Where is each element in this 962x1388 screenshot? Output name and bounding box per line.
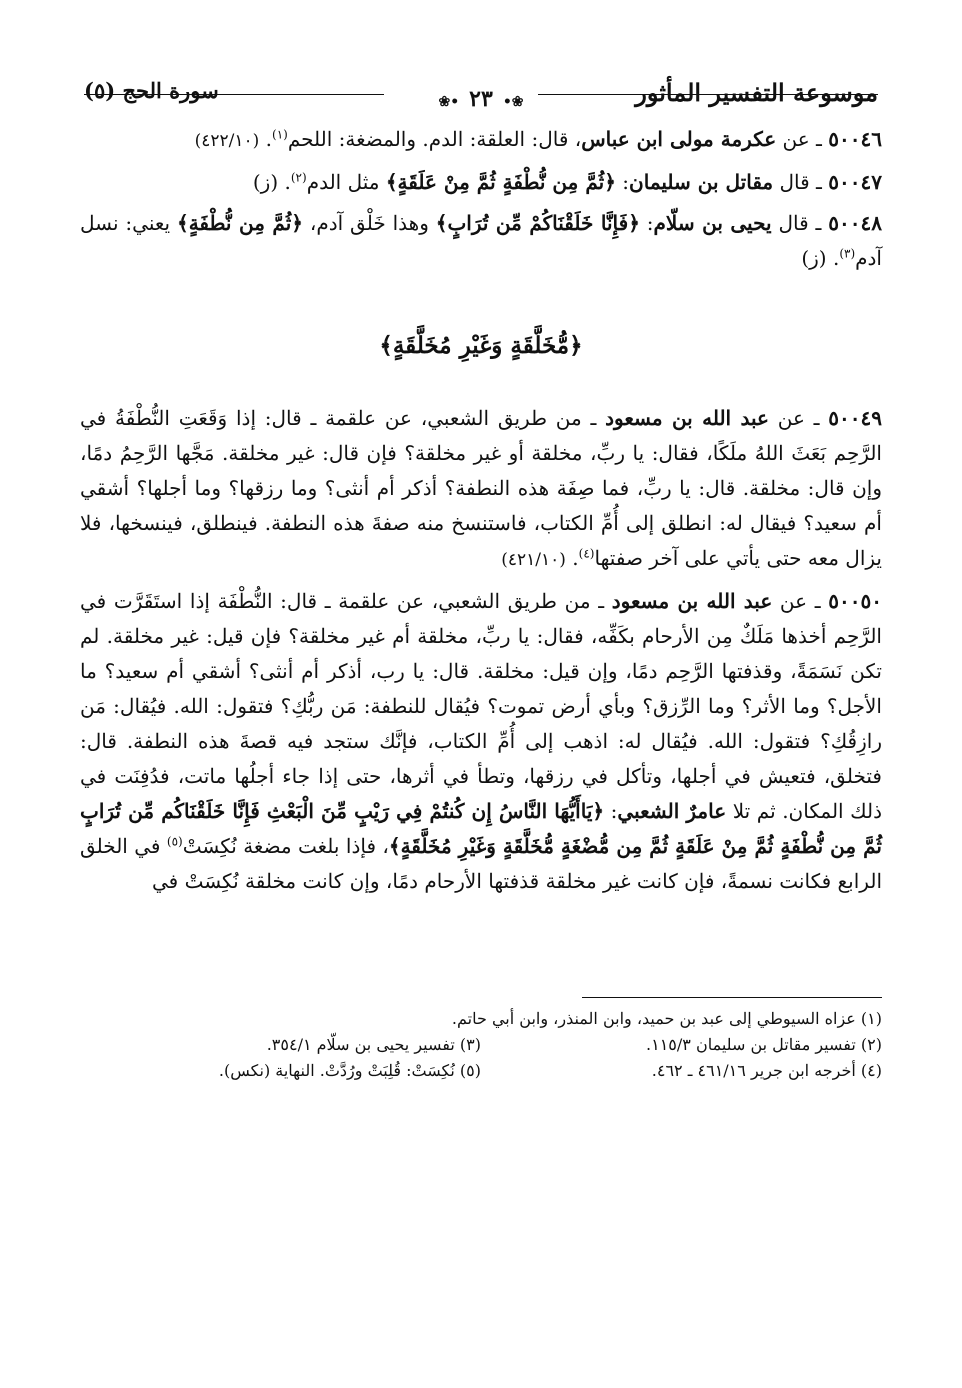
entry-text: . (ز): [801, 246, 840, 270]
entry-number: ٥٠٠٤٩: [828, 406, 882, 430]
footnote-ref: (١): [272, 127, 288, 142]
footnote-ref: (٢): [290, 170, 307, 185]
entry-text: في الخلق الرابع فكانت نسمةً، فإن كانت غير مخلقة قذفتها الأرحام دمًا، وإن كانت مخلقة نُكِسَتْ في: [80, 834, 882, 893]
entry-text: :: [639, 211, 654, 235]
narrator-name: مقاتل بن سليمان: [629, 170, 774, 194]
entry-text: ـ من طريق الشعبي، عن علقمة ـ قال: النُّطْفَة إذا استَقَرَّت في الرَّحِم أخذها مَلَكٌ مِن الأرحام بكَفِّه، فقال: يا ربِّ، مخلقة أم غير مخلقة؟ فإن قيل: غير مخلقة. لم تكن نَسَمَةً، وقذفتها الرَّحِم دمًا، وإن قيل: مخلقة. قال: يا رب، أذكر أم أنثى؟ أشقي أم سعيد؟ ما الأجل؟ وما الأثر؟ وما الرِّزق؟ وبأي أرض تموت؟ فيُقال للنطفة: مَن ربُّكِ؟ فتقول: الله. فيُقال: مَن رازِقُكِ؟ فتقول: الله. فيُقال له: اذهب إلى أُمِّ الكتاب، فإنَّك ستجد فيه قصةَ هذه النطفة. قال: فتخلق، فتعيش في أجلها، وتأكل في رزقها، وتطأ في أثرها، حتى إذا جاء أجلُها ماتت، فدُفِنَت في ذلك المكان. ثم تلا: [80, 589, 882, 823]
section-title: ﴿مُّخَلَّقَةٍ وَغَيْرِ مُخَلَّقَةٍ﴾: [379, 332, 583, 359]
entry-number: ٥٠٠٤٧: [828, 170, 882, 194]
entry-text: ـ قال: [771, 211, 829, 235]
entry-text: ـ عن: [772, 589, 829, 613]
entry-50050: [80, 584, 882, 899]
entry-number: ٥٠٠٥٠: [828, 589, 882, 613]
entry-50046: [80, 122, 882, 159]
quran-verse: ﴿فَإِنَّا خَلَقْنَاكُمْ مِّن تُرَابٍ﴾: [435, 211, 640, 235]
footnote-divider: [582, 997, 882, 998]
footnote-5: (٥) نُكِسَتْ: قُلِبَتْ ورُدَّتْ. النهاية (نكس).: [218, 1061, 481, 1080]
volume-ref: (٤٢٢/١٠): [194, 131, 260, 151]
entry-text: يعني: نسل آدم: [80, 211, 882, 270]
book-title: موسوعة التفسير المأثور: [635, 78, 878, 107]
quran-verse: ﴿ثُمَّ مِن نُّطْفَةٍ ثُمَّ مِنْ عَلَقَةٍ﴾: [385, 170, 616, 194]
footnote-ref: (٤): [578, 546, 595, 561]
footnote-2: (٢) تفسير مقاتل بن سليمان ١١٥/٣.: [646, 1035, 882, 1054]
entry-50047: [80, 165, 882, 200]
quran-verse: ﴿يَاأَيُّهَا النَّاسُ إِن كُنتُمْ فِي رَيْبٍ مِّنَ الْبَعْثِ فَإِنَّا خَلَقْنَاكُم مِّن تُرَابٍ ثُمَّ مِن نُّطْفَةٍ ثُمَّ مِنْ عَلَقَةٍ ثُمَّ مِن مُّضْغَةٍ مُّخَلَّقَةٍ وَغَيْرِ مُخَلَّقَةٍ﴾: [80, 799, 882, 858]
entry-text: ـ قال: [773, 170, 829, 194]
narrator-name: يحيى بن سلّام: [653, 211, 772, 235]
narrator-name: عامرٌ الشعبي: [617, 799, 727, 823]
entry-text: . (ز): [252, 170, 291, 194]
narrator-name: عكرمة مولى ابن عباس: [581, 127, 777, 151]
ornament-icon: ❀•: [438, 94, 460, 110]
ornament-icon: •❀: [502, 94, 524, 110]
entry-text: وهذا خَلْق آدم،: [303, 211, 436, 235]
footnote-ref: (٥): [166, 834, 183, 849]
entry-text: :: [604, 799, 618, 823]
entry-50049: [80, 401, 882, 578]
entry-text: ـ من طريق الشعبي، عن علقمة ـ قال: إذا وَقَعَتِ النُّطْفَةُ في الرَّحِم بَعَثَ اللهُ ملَكًا، فقال: يا ربِّ، مخلقة أو غير مخلقة؟ فإن قال: غير مخلقة. مَجَّها الرَّحِمُ دمًا، وإن قال: مخلقة. قال: يا ربِّ، فما صِفَة هذه النطفة؟ أذكر أم أنثى؟ وما رزقها؟ وما أجلها؟ أشقي أم سعيد؟ فيقال له: انطلق إلى أُمِّ الكتاب، فاستنسخ منه صفةَ هذه النطفة. فينطلق، فينسخها، فلا يزال معه حتى يأتي على آخر صفتها: [80, 406, 882, 570]
footnote-1: (١) عزاه السيوطي إلى عبد بن حميد، وابن المنذر، وابن أبي حاتم.: [451, 1009, 882, 1028]
footnote-ref: (٣): [839, 246, 856, 261]
quran-verse: ﴿ثُمَّ مِن نُّطْفَةٍ﴾: [176, 211, 303, 235]
page-number: ٢٣: [469, 86, 493, 112]
entry-text: .: [565, 546, 579, 570]
footnotes: [80, 1006, 882, 1084]
surah-label: سورة الحج (٥): [84, 78, 219, 103]
entry-number: ٥٠٠٤٨: [828, 211, 882, 235]
page-header: [80, 60, 882, 112]
narrator-name: عبد الله بن مسعود: [611, 589, 773, 613]
entry-text: ، فإذا بلغت مضغة نُكِسَتْ: [182, 834, 389, 858]
footnote-3: (٣) تفسير يحيى بن سلّام ٣٥٤/١.: [266, 1035, 481, 1054]
footnote-4: (٤) أخرجه ابن جرير ٤٦١/١٦ ـ ٤٦٢.: [651, 1061, 882, 1080]
entry-number: ٥٠٠٤٦: [828, 127, 882, 151]
entry-text: :: [615, 170, 630, 194]
entry-text: مثل الدم: [306, 170, 386, 194]
entry-50048: [80, 206, 882, 276]
volume-ref: (٤٢١/١٠): [501, 550, 566, 570]
footnote-row: [80, 1032, 882, 1058]
entry-text: .: [259, 127, 272, 151]
entry-text: ـ عن: [776, 127, 829, 151]
entry-text: ، قال: العلقة: الدم. والمضغة: اللحم: [287, 127, 582, 151]
narrator-name: عبد الله بن مسعود: [605, 406, 769, 430]
footnote-row: [80, 1058, 882, 1084]
entry-text: ـ عن: [768, 406, 829, 430]
